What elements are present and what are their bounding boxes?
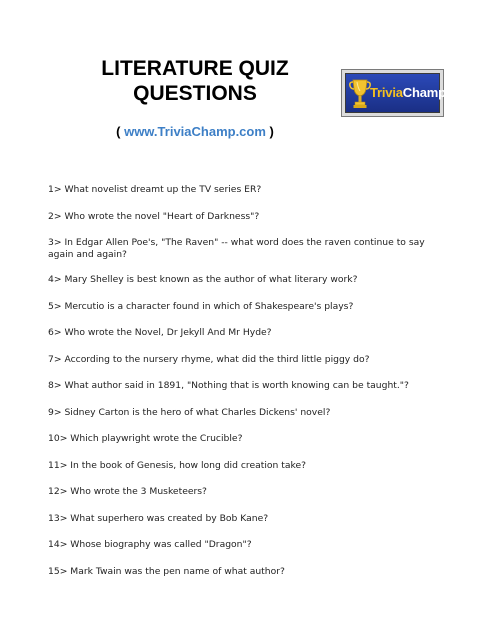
question-item: 7> According to the nursery rhyme, what did the third little piggy do?	[48, 353, 370, 365]
question-item: 1> What novelist dreamt up the TV series ER?	[48, 184, 262, 195]
logo-text-champ: Champ	[402, 85, 446, 100]
question-item: 8> What author said in 1891, "Nothing that is worth knowing can be taught."?	[48, 380, 409, 391]
question-item: 2> Who wrote the novel "Heart of Darkness"?	[48, 210, 260, 222]
trophy-icon	[349, 77, 371, 111]
question-item: 9> Sidney Carton is the hero of what Charles Dickens' novel?	[48, 406, 331, 418]
question-item: 13> What superhero was created by Bob Kane?	[48, 512, 269, 524]
triviachamp-logo	[341, 69, 444, 117]
title-line-2: QUESTIONS	[133, 82, 257, 105]
website-link[interactable]: www.TriviaChamp.com	[124, 124, 266, 139]
page-title	[80, 56, 310, 106]
question-item: 6> Who wrote the Novel, Dr Jekyll And Mr Hyde?	[48, 327, 272, 338]
question-item: 5> Mercutio is a character found in which of Shakespeare's plays?	[48, 300, 354, 312]
logo-banner	[345, 73, 446, 113]
logo-wordmark	[370, 85, 446, 100]
question-item: 14> Whose biography was called "Dragon"?	[48, 539, 252, 550]
question-item: 4> Mary Shelley is best known as the author of what literary work?	[48, 274, 358, 285]
question-item: 10> Which playwright wrote the Crucible?	[48, 433, 243, 444]
question-item: 11> In the book of Genesis, how long did creation take?	[48, 459, 307, 471]
question-item: 3> In Edgar Allen Poe's, "The Raven" -- what word does the raven continue to say again and again?	[48, 237, 425, 260]
website-line	[85, 124, 305, 139]
website-close-paren: )	[265, 124, 274, 139]
question-item: 15> Mark Twain was the pen name of what author?	[48, 565, 285, 577]
title-line-1: LITERATURE QUIZ	[101, 57, 289, 80]
logo-text-trivia: Trivia	[370, 85, 403, 100]
website-open-paren: (	[116, 124, 125, 139]
question-list	[48, 184, 453, 592]
question-item: 12> Who wrote the 3 Musketeers?	[48, 486, 207, 497]
